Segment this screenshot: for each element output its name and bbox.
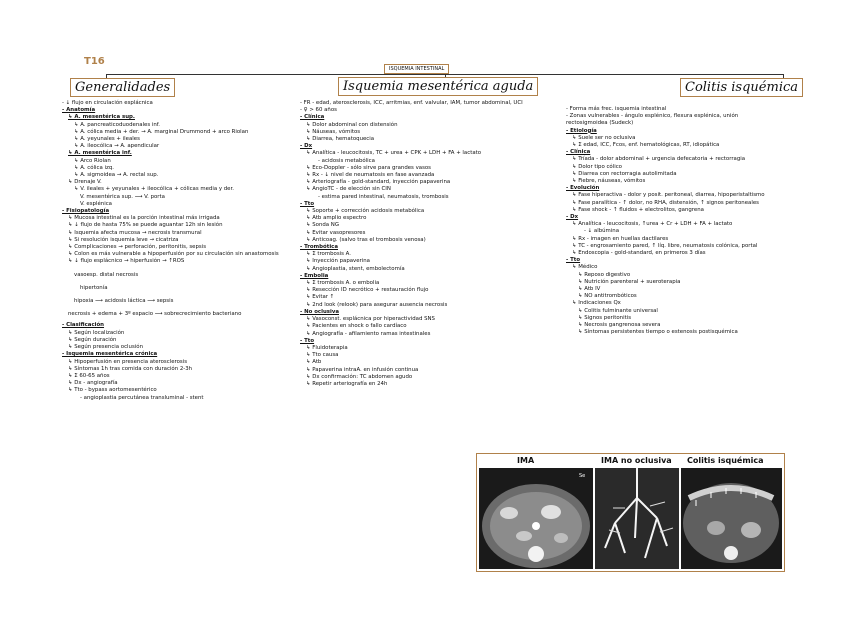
note-line: necrosis + edema + 3º espacio ⟶ sobrecrecimiento bacteriano xyxy=(68,311,242,318)
page-title: ISQUEMIA INTESTINAL xyxy=(384,64,449,74)
note-heading: - Embolia xyxy=(300,272,329,279)
note-line: ↳ Necrosis gangrenosa severa xyxy=(578,322,661,329)
note-heading: - Dx xyxy=(300,143,313,150)
note-line: ↳ Reposo digestivo xyxy=(578,271,631,278)
note-line: ↳ Dx - angiografía xyxy=(68,380,118,387)
note-heading: - Clasificación xyxy=(62,322,105,329)
note-line: ↳ Soporte + corrección acidosis metabólica xyxy=(306,208,425,215)
note-line: ↳ Sonda NG xyxy=(306,222,340,229)
note-line: ↳ Complicaciones → perforación, peritonitis, sepsis xyxy=(68,244,207,251)
note-line: - ↓ flujo en circulación esplácnica xyxy=(62,100,153,106)
note-line: ↳ Síntomas persistentes tiempo o estenosis postisquémica xyxy=(578,329,738,336)
note-line: ↳ Atb IV xyxy=(578,286,601,293)
note-heading: - Evolución xyxy=(566,185,600,192)
note-line: ↳ Diarrea con rectorragia autolimitada xyxy=(572,170,677,177)
note-line: ↳ A. cólica izq. xyxy=(74,164,114,171)
note-line: - acidosis metabólica xyxy=(318,157,375,164)
note-line: ↳ Fase hiperactiva - dolor y posit. peritoneal, diarrea, hipoperistaltismo xyxy=(572,192,765,199)
note-heading: - Clínica xyxy=(300,114,325,121)
note-line: ↳ Σ trombosis A. o embolia xyxy=(306,280,380,287)
note-line: hipoxia ⟶ acidosis láctica ⟶ sepsis xyxy=(74,298,174,305)
note-line: ↳ NO antitrombóticos xyxy=(578,293,637,300)
note-line: ↳ Resección ID necrótico + restauración flujo xyxy=(306,287,429,294)
note-line: ↳ A. pancreaticoduodenales inf. xyxy=(74,121,161,128)
note-line: ↳ Angiografía - afilamiento ramas intestinales xyxy=(306,330,431,337)
note-line: - FR - edad, aterosclerosis, ICC, arritmias, enf. valvular, IAM, tumor abdominal, UCI xyxy=(300,100,523,106)
note-line: ↳ Fiebre, náuseas, vómitos xyxy=(572,178,646,185)
angiography-image xyxy=(595,468,679,569)
note-heading: ↳ A. mesentérica inf. xyxy=(68,150,132,157)
scan-corner-mark: Se xyxy=(579,473,586,479)
note-line: ↳ Drenaje V. xyxy=(68,179,102,186)
note-line: ↳ Vasoconst. esplácnica por hiperactividad SNS xyxy=(306,316,435,323)
note-line: ↳ Isquemia afecta mucosa → necrosis transmural xyxy=(68,229,202,236)
note-line: ↳ ↓ flujo esplácnico → hiperfusión → ↑ROS xyxy=(68,258,185,265)
note-heading: - Trombótica xyxy=(300,244,338,251)
image-label-ima-no-oclusiva: IMA no oclusiva xyxy=(601,456,672,465)
note-line: ↳ Según localización xyxy=(68,329,125,336)
note-line: ↳ Dolor tipo cólico xyxy=(572,163,622,170)
note-line: ↳ Médico xyxy=(572,264,598,271)
note-line: ↳ Tto - bypass aortomesentérico xyxy=(68,387,157,394)
note-line: ↳ Repetir arteriografía en 24h xyxy=(306,380,388,387)
note-line: ↳ Atb xyxy=(306,359,322,366)
note-line: ↳ Colon es más vulnerable a hipoperfusión por su circulación sin anastomosis xyxy=(68,251,279,258)
note-line: ↳ Angioplastia, stent, embolectomía xyxy=(306,265,405,272)
note-line: ↳ A. sigmoidea → A. rectal sup. xyxy=(74,172,159,179)
note-line: V. esplénica xyxy=(80,200,112,207)
note-line: ↳ Σ trombosis A. xyxy=(306,251,351,258)
section-title-isquemia: Isquemia mesentérica aguda xyxy=(338,77,538,96)
note-line: ↳ Colitis fulminante universal xyxy=(578,307,658,314)
note-line: ↳ Inyección papaverina xyxy=(306,258,370,265)
note-heading: - Tto xyxy=(566,257,581,264)
note-line: ↳ Analítica - leucocitosis, ↑urea + Cr + LDH + FA + lactato xyxy=(572,221,733,228)
note-line: ↳ V. ileales + yeyunales + ileocólica + cólicas media y der. xyxy=(74,186,234,193)
note-heading: - Isquemia mesentérica crónica xyxy=(62,351,158,358)
note-line: ↳ Signos peritonitis xyxy=(578,314,632,321)
note-line: - estima pared intestinal, neumatosis, trombosis xyxy=(318,193,449,200)
note-line: ↳ Σ 60-65 años xyxy=(68,372,110,379)
note-line: ↳ Evitar vasopresores xyxy=(306,229,366,236)
note-heading: - Tto xyxy=(300,337,315,344)
note-line: - ↓ albúmina xyxy=(584,228,619,235)
section-title-colitis: Colitis isquémica xyxy=(680,78,803,97)
note-line: ↳ A. yeyunales + ileales xyxy=(74,136,140,143)
ct-scan-image xyxy=(479,468,593,569)
note-line: - angioplastia percutánea transluminal - stent xyxy=(80,394,204,401)
note-line: ↳ Suele ser no oclusiva xyxy=(572,134,636,141)
section-title-generalidades: Generalidades xyxy=(70,78,175,97)
note-line: ↳ Eco-Doppler - sólo sirve para grandes vasos xyxy=(306,164,431,171)
note-line: - Forma más frec. isquemia intestinal xyxy=(566,106,667,112)
note-line: ↳ Endoscopia - gold-standard, en primeros 3 días xyxy=(572,250,706,257)
generalidades-column xyxy=(62,100,297,402)
page-tag: T16 xyxy=(84,56,105,67)
note-line: ↳ Pacientes en shock o fallo cardíaco xyxy=(306,323,407,330)
note-line: ↳ Analítica - leucocitosis, TC + urea + CPK + LDH + FA + lactato xyxy=(306,150,482,157)
note-line: ↳ Atb amplio espectro xyxy=(306,215,367,222)
note-heading: - No oclusiva xyxy=(300,308,339,315)
note-heading: - Dx xyxy=(566,214,579,221)
note-line: ↳ Rx - ↓ nivel de neumatosis en fase avanzada xyxy=(306,172,435,179)
note-line: ↳ A. cólica media + der. → A. marginal Drummond + arco Riolan xyxy=(74,128,249,135)
radiology-images-panel xyxy=(476,453,785,572)
note-line: ↳ Si resolución isquemia leve → cicatriza xyxy=(68,236,179,243)
note-heading: - Clínica xyxy=(566,149,591,156)
colitis-column xyxy=(566,106,788,337)
note-line: ↳ Fase shock - ↑ fluidos + electrolitos, gangrena xyxy=(572,206,704,213)
note-line: ↳ Síntomas 1h tras comida con duración 2-3h xyxy=(68,365,193,372)
note-line: ↳ 2nd look (relook) para asegurar ausencia necrosis xyxy=(306,301,448,308)
note-line: ↳ Dx confirmación: TC abdomen agudo xyxy=(306,373,413,380)
note-line: ↳ Arteriografía - gold-standard, inyección papaverina xyxy=(306,179,451,186)
note-line: ↳ Tto causa xyxy=(306,352,339,359)
note-line: ↳ A. ileocólica → A. apendicular xyxy=(74,143,160,150)
colitis-ct-image xyxy=(681,468,782,569)
note-line: ↳ Rx - imagen en huellas dactilares xyxy=(572,235,669,242)
note-line: ↳ Fluidoterapia xyxy=(306,344,348,351)
note-line: ↳ Anticoag. (salvo tras el trombosis venosa) xyxy=(306,236,426,243)
image-label-colitis: Colitis isquémica xyxy=(687,456,764,465)
note-line: ↳ Σ edad, ICC, Fcos, enf. hematológicas, RT, idiopática xyxy=(572,142,720,149)
note-line: ↳ Dolor abdominal con distensión xyxy=(306,121,398,128)
note-line: ↳ Según presencia oclusión xyxy=(68,344,143,351)
note-line: ↳ Náuseas, vómitos xyxy=(306,128,361,135)
note-line: ↳ Arco Riolan xyxy=(74,157,111,164)
note-line: ↳ Según duración xyxy=(68,336,117,343)
note-line: ↳ Tríada - dolor abdominal + urgencia defecatoria + rectorragia xyxy=(572,156,746,163)
note-line: - ♀ > 60 años xyxy=(300,107,337,114)
note-line: ↳ AngioTC - de elección sin CIN xyxy=(306,186,391,193)
note-line: ↳ Mucosa intestinal es la porción intestinal más irrigada xyxy=(68,215,220,222)
note-heading: ↳ A. mesentérica sup. xyxy=(68,114,135,121)
angiography-graphic xyxy=(595,468,679,569)
colitis-ct-graphic xyxy=(681,468,782,569)
note-line: V. mesentérica sup. ⟶ V. porta xyxy=(80,193,165,200)
note-line: ↳ Indicaciones Qx xyxy=(572,300,621,307)
note-line: ↳ Diarrea, hematoquecia xyxy=(306,136,375,143)
note-heading: - Fisiopatología xyxy=(62,208,110,215)
note-line: ↳ Evitar ↑ xyxy=(306,294,335,301)
image-label-ima: IMA xyxy=(517,456,535,465)
note-line: ↳ Fase paralítica - ↑ dolor, no RHA, distensión, ↑ signos peritoneales xyxy=(572,199,759,206)
note-line: hipertonía xyxy=(80,284,108,291)
note-line: ↳ Hipoperfusión en presencia aterosclerosis xyxy=(68,358,188,365)
note-line: ↳ ↓ flujo de hasta 75% se puede aguantar 12h sin lesión xyxy=(68,222,223,229)
note-heading: - Tto xyxy=(300,200,315,207)
note-line: ↳ TC - engrosamiento pared, ↑ líq. libre, neumatosis colónica, portal xyxy=(572,242,758,249)
note-heading: - Etiología xyxy=(566,127,597,134)
isquemia-column xyxy=(300,100,550,388)
note-line: ↳ Nutrición parenteral + sueroterapia xyxy=(578,278,681,285)
note-line: - Zonas vulnerables - ángulo esplénico, flexura esplénica, unión rectosigmoidea (Sudeck) xyxy=(566,113,739,127)
note-line: ↳ Papaverina intraA. en infusión continua xyxy=(306,366,419,373)
ct-scan-graphic xyxy=(479,468,593,569)
note-heading: - Anatomía xyxy=(62,107,96,114)
note-line: vasoesp. distal necrosis xyxy=(74,271,139,278)
